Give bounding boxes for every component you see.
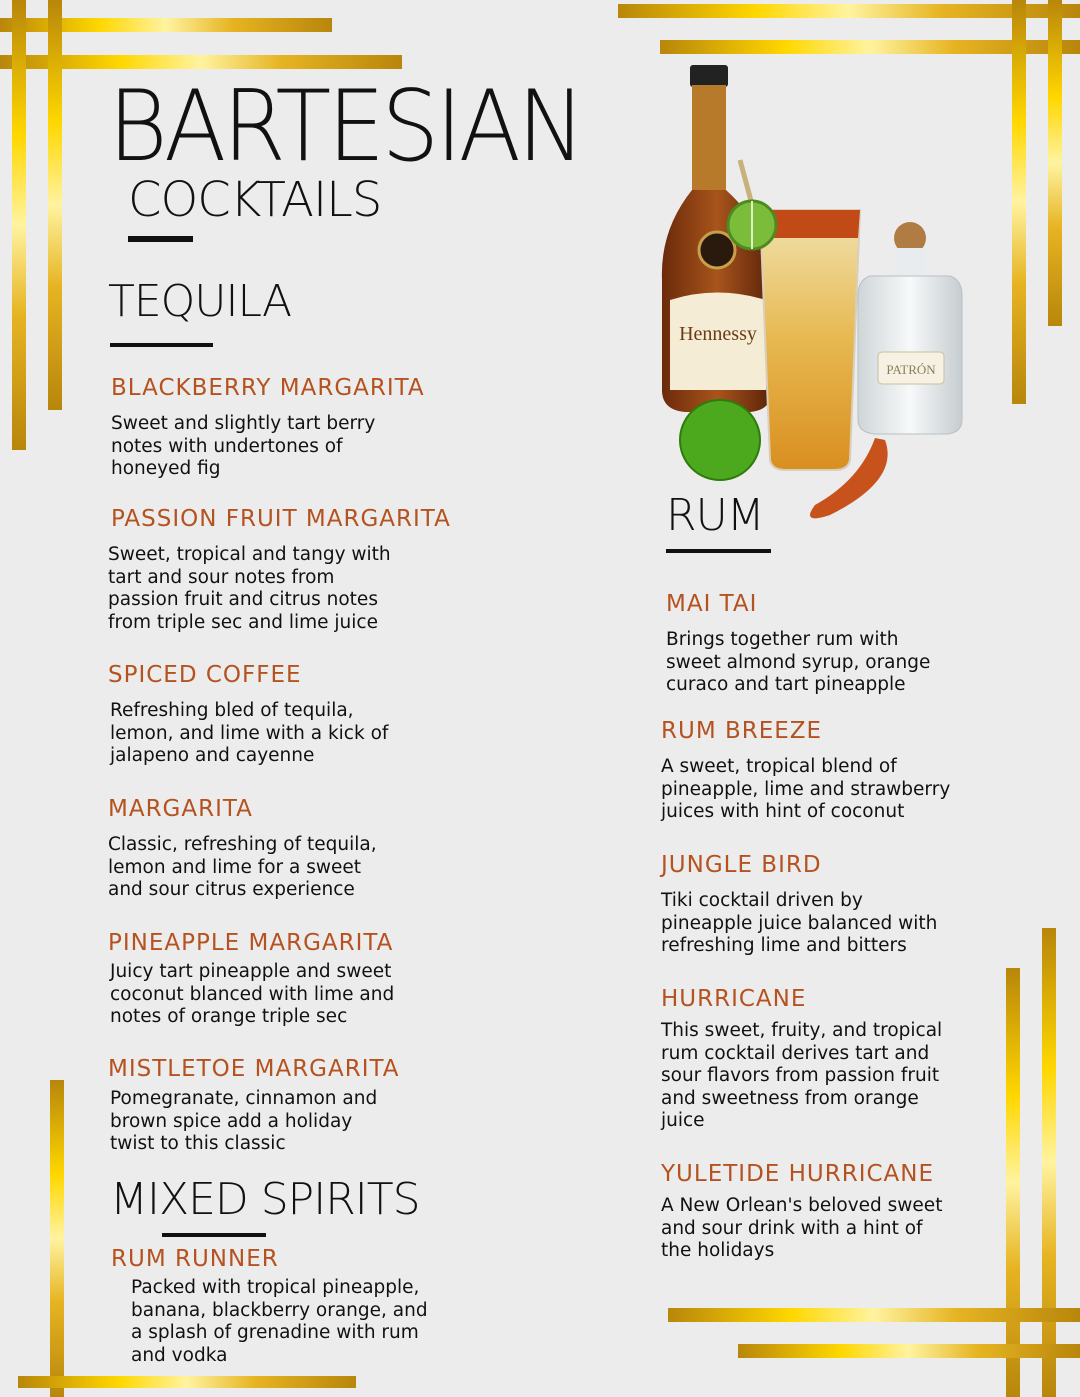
brand-underline <box>128 236 193 242</box>
drink-name: PASSION FRUIT MARGARITA <box>111 506 451 532</box>
drink-name: YULETIDE HURRICANE <box>661 1161 935 1187</box>
bottle-label-hennessy: Hennessy <box>679 323 757 345</box>
brand-title: BARTESIAN <box>108 70 582 184</box>
drink-name: MISTLETOE MARGARITA <box>108 1056 400 1082</box>
section-title-mixed-spirits: MIXED SPIRITS <box>110 1174 420 1225</box>
drink-name: BLACKBERRY MARGARITA <box>111 375 425 401</box>
drink-description: A sweet, tropical blend of pineapple, lime and strawberry juices with hint of coconut <box>661 756 951 822</box>
section-title-rum: RUM <box>666 490 764 541</box>
gold-bar-bottom-left-2 <box>18 1376 356 1388</box>
gold-bar-bottom-right-1 <box>1006 968 1020 1397</box>
brand-subtitle: COCKTAILS <box>128 172 382 228</box>
gold-bar-bottom-right-4 <box>738 1344 1080 1358</box>
section-title-tequila: TEQUILA <box>108 276 292 327</box>
gold-bar-top-left-4 <box>48 0 62 410</box>
mixed-spirits-underline <box>162 1233 266 1237</box>
drink-description: Sweet, tropical and tangy with tart and sour notes from passion fruit and citrus notes from triple sec and lime juice <box>108 544 391 633</box>
drink-name: RUM RUNNER <box>111 1246 279 1272</box>
drink-name: PINEAPPLE MARGARITA <box>108 930 394 956</box>
drink-description: Pomegranate, cinnamon and brown spice add a holiday twist to this classic <box>110 1088 378 1154</box>
drink-name: SPICED COFFEE <box>108 662 302 688</box>
drink-description: Brings together rum with sweet almond syrup, orange curaco and tart pineapple <box>666 629 931 695</box>
drink-description: This sweet, fruity, and tropical rum cocktail derives tart and sour flavors from passion fruit and sweetness from orange juice <box>661 1020 943 1131</box>
gold-bar-bottom-left-1 <box>50 1080 64 1397</box>
rum-underline <box>666 549 771 553</box>
drink-name: JUNGLE BIRD <box>661 852 822 878</box>
bottles-and-cocktail-photo <box>640 60 980 530</box>
gold-bar-top-right-1 <box>618 4 1080 18</box>
tequila-underline <box>110 343 213 347</box>
lime <box>680 400 760 480</box>
drink-description: Packed with tropical pineapple, banana, blackberry orange, and a splash of grenadine with rum and vodka <box>131 1277 428 1366</box>
bottle-label-patron: PATRÓN <box>886 362 936 377</box>
gold-bar-top-right-3 <box>1012 0 1026 404</box>
drink-description: A New Orlean's beloved sweet and sour drink with a hint of the holidays <box>661 1195 943 1261</box>
gold-bar-bottom-right-3 <box>668 1308 1080 1322</box>
gold-bar-bottom-right-2 <box>1042 928 1056 1397</box>
patron-bottle <box>858 222 962 434</box>
drink-description: Sweet and slightly tart berry notes with undertones of honeyed fig <box>111 413 376 479</box>
gold-bar-top-right-4 <box>1048 0 1062 326</box>
drink-name: MARGARITA <box>108 796 253 822</box>
drink-description: Classic, refreshing of tequila, lemon and lime for a sweet and sour citrus experience <box>108 834 377 900</box>
drink-description: Tiki cocktail driven by pineapple juice balanced with refreshing lime and bitters <box>661 890 938 956</box>
drink-name: MAI TAI <box>666 591 758 617</box>
drink-name: HURRICANE <box>661 986 807 1012</box>
drink-description: Refreshing bled of tequila, lemon, and lime with a kick of jalapeno and cayenne <box>110 700 389 766</box>
drink-name: RUM BREEZE <box>661 718 823 744</box>
gold-bar-top-left-3 <box>12 0 26 450</box>
drink-description: Juicy tart pineapple and sweet coconut blanced with lime and notes of orange triple sec <box>110 961 395 1027</box>
